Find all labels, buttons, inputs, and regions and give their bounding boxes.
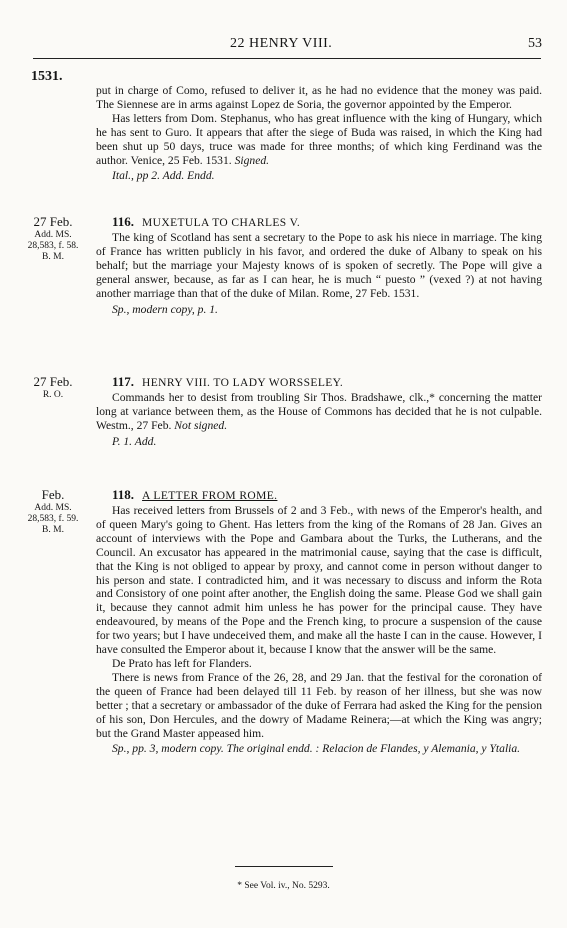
entry-heading	[96, 487, 542, 504]
entry-paragraph: The king of Scotland has sent a secretary to the Pope to ask his niece in marriage. The king of France has written publicly in his favor, and ordered the duke of Albany to speak on his behalf; but the marriage your Majesty knows of is spoken of secretly. The Pope will give a general answer, because, as far as I can hear, he is much “ puesto ” (vexed ?) at not having another marriage than that of the duke of Milan. Rome, 27 Feb. 1531.	[96, 231, 542, 300]
entry-number: 116.	[112, 214, 135, 229]
intro-paragraph-1: put in charge of Como, refused to deliver it, as he had no evidence that the money was paid. The Siennese are in arms against Lopez de Soria, the governor appointed by the Emperor.	[96, 84, 542, 111]
entry-date: Feb.	[41, 487, 65, 502]
entry-paragraph: There is news from France of the 26, 28, and 29 Jan. that the festival for the coronation of the queen of France had been delayed till 11 Feb. by reason of her illness, but she was now better ; that a secretary or ambassador of the duke of Ferrara had asked the King for the pension of his son, Don Hercules, and the dowry of Madame Reinera;—at which the King was angry; but the Grand Master appeased him.	[96, 670, 542, 740]
intro-paragraph-2: Has letters from Dom. Stephanus, who has great influence with the king of Hungary, which he has sent to Guro. It appears that after the siege of Buda was raised, in which the King had been shut up 50 days, truce was made for three months; of which king Ferdinand was the author. Venice, 25 Feb. 1531. Signed.	[96, 111, 542, 167]
entry-116-margin	[22, 214, 84, 263]
entry-source: R. O.	[42, 390, 64, 400]
entry-source: B. M.	[42, 525, 64, 535]
entry-118	[96, 487, 542, 756]
running-title: 22 HENRY VIII.	[230, 36, 333, 51]
footnote: * See Vol. iv., No. 5293.	[237, 881, 330, 891]
entry-source-note: Sp., pp. 3, modern copy. The original endd. : Relacion de Flandes, y Alemania, y Ytalia.	[112, 742, 521, 756]
entry-number: 117.	[112, 374, 135, 389]
entry-source: 28,583, f. 59.	[27, 514, 79, 524]
entry-source-note: P. 1. Add.	[112, 434, 157, 448]
entry-source-note: Sp., modern copy, p. 1.	[112, 302, 218, 316]
header-rule	[33, 58, 541, 59]
entry-title: A LETTER FROM ROME.	[142, 490, 278, 502]
entry-source: B. M.	[42, 252, 64, 262]
intro-source-note: Ital., pp 2. Add. Endd.	[112, 169, 215, 183]
footnote-rule	[235, 866, 333, 867]
entry-heading	[96, 374, 542, 391]
entry-116	[96, 214, 542, 316]
entry-117	[96, 374, 542, 449]
entry-title: MUXETULA TO CHARLES V.	[142, 217, 301, 229]
entry-source: 28,583, f. 58.	[27, 241, 79, 251]
year-marker: 1531.	[31, 69, 63, 84]
entry-number: 118.	[112, 487, 135, 502]
entry-source: Add. MS.	[34, 503, 72, 513]
entry-paragraph: De Prato has left for Flanders.	[112, 656, 252, 670]
entry-title: HENRY VIII. TO LADY WORSSELEY.	[142, 377, 344, 389]
intro-text	[96, 84, 542, 183]
entry-source: Add. MS.	[34, 230, 72, 240]
entry-118-margin	[22, 487, 84, 536]
entry-date: 27 Feb.	[33, 214, 73, 229]
entry-paragraph: Has received letters from Brussels of 2 and 3 Feb., with news of the Emperor's health, and of queen Mary's going to Ghent. Has letters from the king of the Romans of 28 Jan. Gives an account of interviews with the Pope and Gambara about the Turks, the Lutherans, and the Council. An excusator has appeared in the matrimonial cause, saying that the case is difficult, that the King is not obliged to appear by proxy, and cannot come in person without danger to his person and state. I contradicted him, and it was necessary to discuss and inform the Rota and Consistory of one point after another, the English doing the same. Please God we shall gain it, because they cannot admit him unless he has power for the principal cause. They have endeavoured, by means of the Pope and the French king, to procure a suspension of the cause for two years; but I have undeceived them, and make all the haste I can in the cause. However, I have consulted the Emperor about it, because I know that the answer will be the same.	[96, 504, 542, 657]
page-header	[0, 36, 567, 56]
not-signed-note: Not signed.	[174, 418, 228, 432]
entry-paragraph: Commands her to desist from troubling Sir Thos. Bradshawe, clk.,* concerning the matter long at variance between them, as the House of Commons has decided that he is not culpable. Westm., 27 Feb. Not signed.	[96, 391, 542, 432]
entry-heading	[96, 214, 542, 231]
entry-117-margin	[22, 374, 84, 401]
signed-note: Signed.	[234, 153, 270, 167]
page-number: 53	[528, 36, 542, 51]
entry-date: 27 Feb.	[33, 374, 73, 389]
